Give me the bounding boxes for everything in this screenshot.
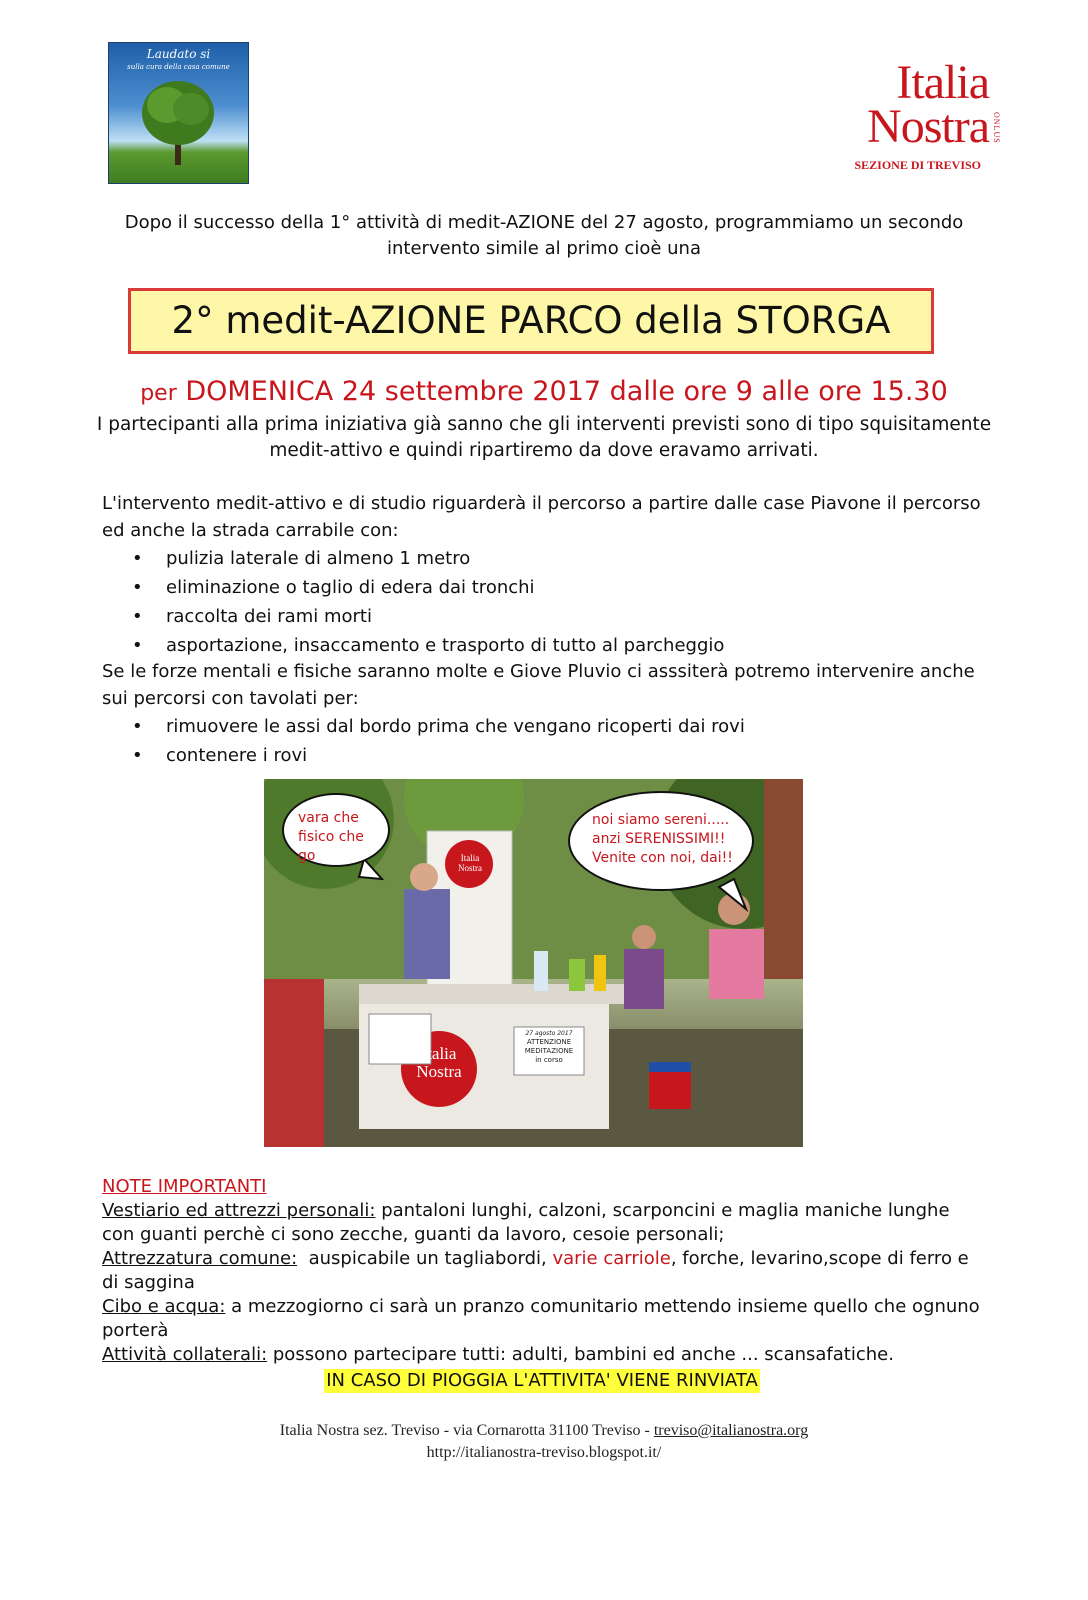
footer bbox=[90, 1420, 998, 1464]
logo-section: SEZIONE DI TREVISO bbox=[854, 158, 981, 172]
body-paragraph-1: L'intervento medit-attivo e di studio riguarderà il percorso a partire dalle case Piavone il percorso ed anche la strada carrabile con: bbox=[102, 493, 981, 541]
notes-section bbox=[102, 1175, 982, 1393]
tablecloth-logo-line-1: Italia bbox=[421, 1044, 457, 1063]
intro-text: Dopo il successo della 1° attività di medit-AZIONE del 27 agosto, programmiamo un secondo intervento simile al primo cioè una bbox=[124, 212, 964, 259]
participants-text: I partecipanti alla prima iniziativa già sanno che gli interventi previsti sono di tipo squisitamente medit-attivo e quindi ripartiremo da dove eravamo arrivati. bbox=[96, 414, 992, 461]
bubble-right-line-1: noi siamo sereni..... bbox=[592, 812, 730, 828]
footer-email-link[interactable]: treviso@italianostra.org bbox=[653, 1422, 809, 1439]
note-vestiario-label: Vestiario ed attrezzi personali: bbox=[102, 1200, 376, 1221]
banner-logo-line-2: Nostra bbox=[458, 863, 482, 873]
note-vestiario bbox=[102, 1199, 982, 1247]
note-attrezzatura-text-a: auspicabile un tagliabordi, bbox=[297, 1248, 553, 1269]
speech-bubble-right bbox=[568, 791, 754, 891]
note-vestiario-text: pantaloni lunghi, calzoni, scarponcini e maglia maniche lunghe con guanti perchè ci sono zecche, guanti da lavoro, cesoie personali; bbox=[102, 1200, 950, 1245]
logo-onlus: ONLUS bbox=[992, 112, 1001, 144]
sign-line-2: MEDITAZIONE bbox=[524, 1047, 574, 1055]
bubble-right-line-2: anzi SERENISSIMI!! bbox=[592, 831, 726, 847]
note-attrezzatura-text-b: , forche, levarino,scope di ferro e di saggina bbox=[102, 1248, 969, 1293]
note-attrezzatura-highlight: varie carriole bbox=[552, 1248, 671, 1269]
sign-date: 27 agosto 2017 bbox=[525, 1030, 573, 1037]
note-cibo-label: Cibo e acqua: bbox=[102, 1296, 226, 1317]
footer-address: Italia Nostra sez. Treviso - via Cornarotta 31100 Treviso - bbox=[279, 1422, 654, 1439]
footer-line-1 bbox=[90, 1420, 998, 1442]
list-item: • contenere i rovi bbox=[102, 741, 982, 770]
event-title: 2° medit-AZIONE PARCO della STORGA bbox=[128, 288, 934, 354]
bubble-right-line-3: Venite con noi, dai!! bbox=[592, 850, 733, 866]
notes-title: NOTE IMPORTANTI bbox=[102, 1176, 267, 1197]
list-item: • raccolta dei rami morti bbox=[102, 602, 982, 631]
sign-line-3: in corso bbox=[535, 1056, 563, 1064]
note-cibo bbox=[102, 1295, 982, 1343]
body-paragraph-2: Se le forze mentali e fisiche saranno molte e Giove Pluvio ci asssiterà potremo intervenire anche sui percorsi con tavolati per: bbox=[102, 661, 975, 709]
note-cibo-text: a mezzogiorno ci sarà un pranzo comunitario mettendo insieme quello che ognuno porterà bbox=[102, 1296, 980, 1341]
tablecloth-logo-line-2: Nostra bbox=[416, 1062, 462, 1081]
event-photo bbox=[264, 779, 803, 1147]
list-item: • pulizia laterale di almeno 1 metro bbox=[102, 544, 982, 573]
footer-blog-url[interactable]: http://italianostra-treviso.blogspot.it/ bbox=[426, 1444, 662, 1461]
logo-line-2: Nostra bbox=[867, 100, 989, 153]
body-section bbox=[102, 490, 982, 770]
note-attrezzatura bbox=[102, 1247, 982, 1295]
date-prefix: per bbox=[140, 381, 177, 406]
rain-notice: IN CASO DI PIOGGIA L'ATTIVITA' VIENE RINVIATA bbox=[326, 1370, 758, 1391]
speech-bubble-left bbox=[282, 793, 390, 867]
event-date bbox=[90, 374, 998, 412]
note-attrezzatura-label: Attrezzatura comune: bbox=[102, 1248, 298, 1269]
tablecloth-logo bbox=[404, 1045, 474, 1081]
note-attivita-label: Attività collaterali: bbox=[102, 1344, 268, 1365]
logo-line-1: Italia bbox=[896, 56, 989, 109]
sign-line-1: ATTENZIONE bbox=[526, 1038, 572, 1046]
banner-logo-line-1: Italia bbox=[460, 853, 480, 863]
list-item: • eliminazione o taglio di edera dai tronchi bbox=[102, 573, 982, 602]
tree-icon bbox=[109, 43, 248, 183]
laudato-subtitle: sulla cura della casa comune bbox=[127, 63, 230, 71]
note-attivita-text: possono partecipare tutti: adulti, bambini ed anche ... scansafatiche. bbox=[267, 1344, 894, 1365]
task-list-2 bbox=[102, 712, 982, 770]
list-item: • asportazione, insaccamento e trasporto di tutto al parcheggio bbox=[102, 631, 982, 660]
laudato-si-image bbox=[108, 42, 249, 184]
rain-notice-row bbox=[102, 1369, 982, 1393]
italia-nostra-logo bbox=[845, 58, 1005, 178]
bubble-left-text: vara che fisico che go bbox=[298, 810, 364, 864]
date-text: DOMENICA 24 settembre 2017 dalle ore 9 alle ore 15.30 bbox=[185, 376, 948, 407]
task-list-1 bbox=[102, 544, 982, 660]
banner-logo bbox=[450, 853, 490, 873]
meditation-sign bbox=[516, 1029, 582, 1065]
note-attivita bbox=[102, 1343, 982, 1367]
list-item: • rimuovere le assi dal bordo prima che vengano ricoperti dai rovi bbox=[102, 712, 982, 741]
laudato-title: Laudato si bbox=[146, 47, 211, 61]
